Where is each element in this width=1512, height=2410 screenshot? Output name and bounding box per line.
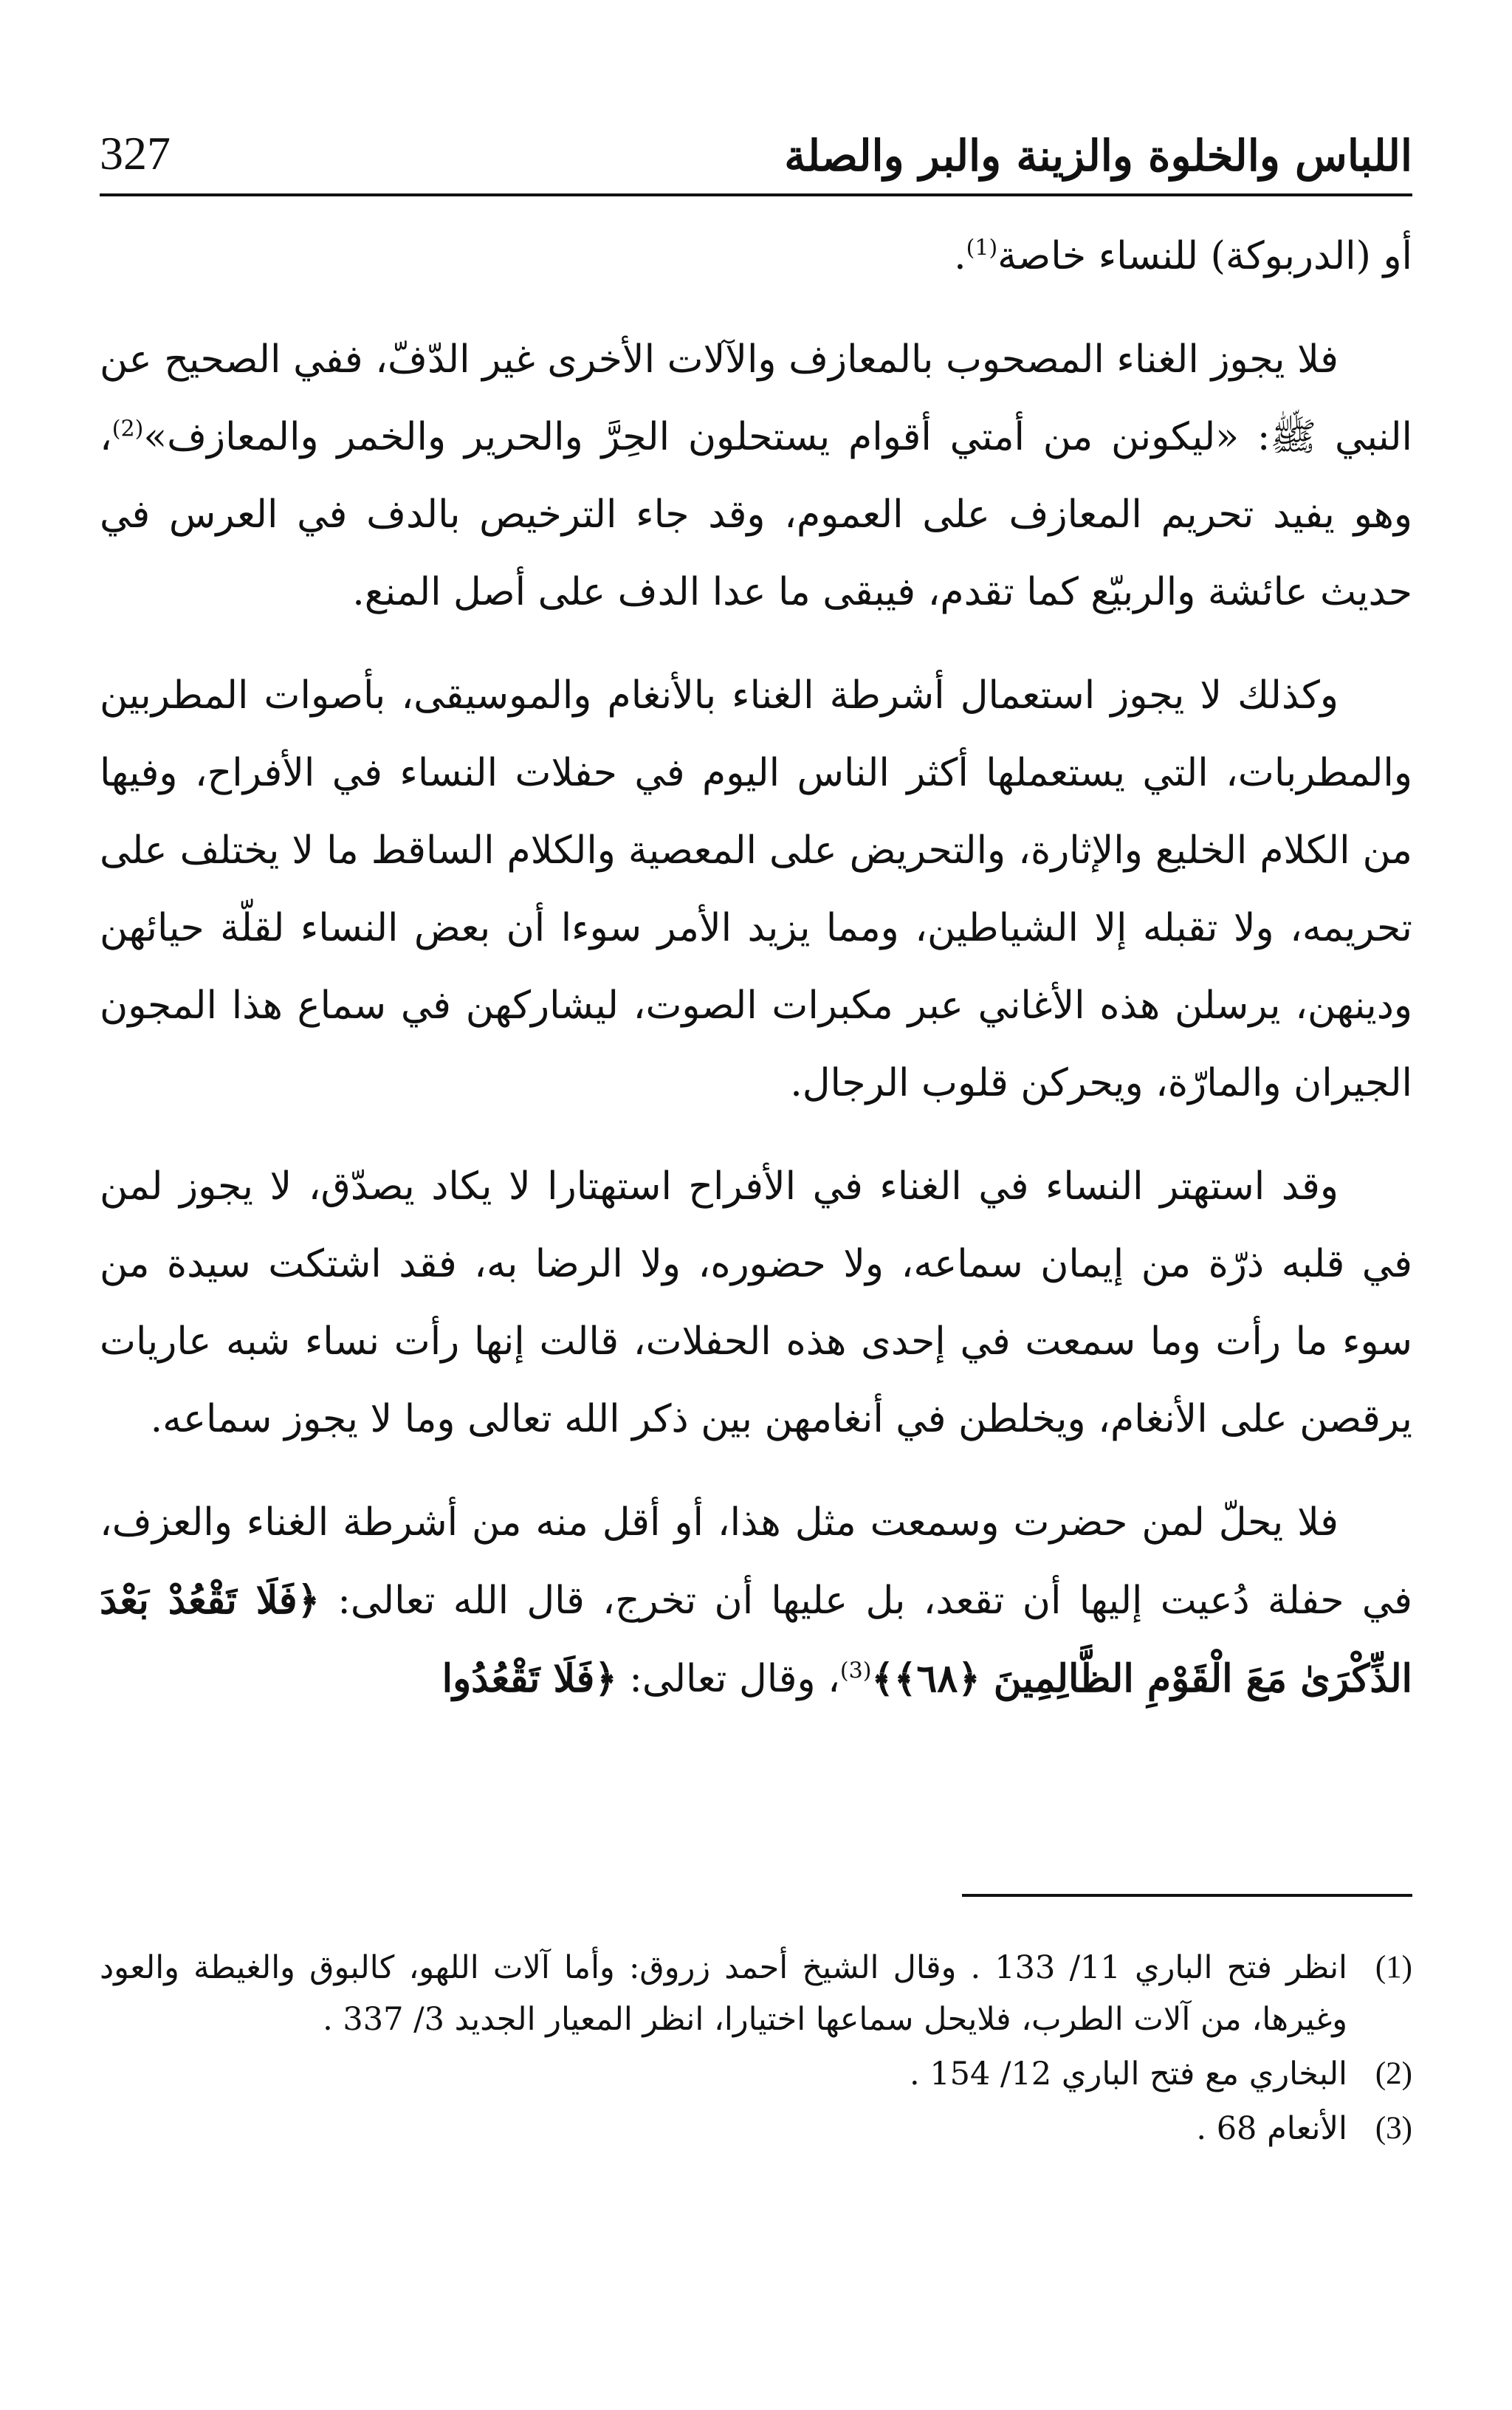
footnote-number: (3)	[1375, 2111, 1412, 2146]
footnote-text: الأنعام 68 .	[1196, 2110, 1347, 2147]
footnote-ref-3: (3)	[839, 1658, 872, 1684]
paragraph-3-text: وكذلك لا يجوز استعمال أشرطة الغناء بالأنغام والموسيقى، بأصوات المطربين والمطربات، التي يستعملها أكثر الناس اليوم في حفلات النساء في الأفراح، وفيها من الكلام الخليع والإثارة، والتحريض على المعصية والكلام الساقط ما لا يختلف على تحريمه، ولا تقبله إلا الشياطين، ومما يزيد الأمر سوءا أن بعض النساء لقلّة حيائهن ودينهن، يرسلن هذه الأغاني عبر مكبرات الصوت، ليشاركهن في سماع هذا المجون الجيران والمارّة، ويحركن قلوب الرجال.	[100, 673, 1412, 1105]
footnote-2	[100, 2048, 1412, 2100]
running-title: اللباس والخلوة والزينة والبر والصلة	[784, 131, 1412, 181]
running-header	[100, 111, 1412, 181]
paragraph-1	[100, 218, 1412, 295]
paragraph-5-text: فلا يحلّ لمن حضرت وسمعت مثل هذا، أو أقل منه من أشرطة الغناء والعزف، في حفلة دُعيت إليها أن تقعد، بل عليها أن تخرج، قال الله تعالى:	[100, 1500, 1412, 1623]
paragraph-2-tail: ، وهو يفيد تحريم المعازف على العموم، وقد جاء الترخيص بالدف في العرس في حديث عائشة والربيّع كما تقدم، فيبقى ما عدا الدف على أصل المنع.	[100, 415, 1412, 614]
footnote-number: (2)	[1375, 2056, 1412, 2091]
quran-verse-1: ﴿فَلَا تَقْعُدْ بَعْدَ الذِّكْرَىٰ مَعَ الْقَوْمِ الظَّالِمِينَ ﴿٦٨﴾﴾	[100, 1578, 1412, 1701]
footnote-text: انظر فتح الباري 11/ 133 . وقال الشيخ أحمد زروق: وأما آلات اللهو، كالبوق والغيطة والعود وغيرها، من آلات الطرب، فلايحل سماعها اختيارا، انظر المعيار الجديد 3/ 337 .	[100, 1949, 1348, 2038]
footnotes	[100, 1942, 1412, 2157]
paragraph-1-tail: .	[954, 234, 966, 278]
quran-verse-2: ﴿فَلَا تَقْعُدُوا	[441, 1656, 617, 1701]
footnote-number: (1)	[1375, 1950, 1412, 1985]
footnote-1	[100, 1942, 1412, 2045]
footnote-divider	[962, 1894, 1412, 1897]
paragraph-5-mid: ، وقال تعالى:	[629, 1657, 840, 1701]
page-number: 327	[100, 127, 171, 179]
paragraph-2-text: فلا يجوز الغناء المصحوب بالمعازف والآلات الأخرى غير الدّفّ، ففي الصحيح عن النبي ﷺ: «ليكونن من أمتي أقوام يستحلون الحِرَّ والحرير والخمر والمعازف»	[100, 337, 1412, 459]
main-text	[100, 218, 1412, 1744]
paragraph-3	[100, 657, 1412, 1122]
header-divider	[100, 193, 1412, 196]
footnote-ref-1: (1)	[966, 235, 998, 261]
paragraph-5	[100, 1484, 1412, 1718]
paragraph-2	[100, 321, 1412, 631]
paragraph-4-text: وقد استهتر النساء في الغناء في الأفراح استهتارا لا يكاد يصدّق، لا يجوز لمن في قلبه ذرّة من إيمان سماعه، ولا حضوره، ولا الرضا به، فقد اشتكت سيدة من سوء ما رأت وما سمعت في إحدى هذه الحفلات، قالت إنها رأت نساء شبه عاريات يرقصن على الأنغام، ويخلطن في أنغامهن بين ذكر الله تعالى وما لا يجوز سماعه.	[100, 1164, 1413, 1441]
paragraph-4	[100, 1148, 1412, 1458]
footnote-3	[100, 2103, 1412, 2155]
footnote-ref-2: (2)	[111, 416, 144, 442]
footnote-text: البخاري مع فتح الباري 12/ 154 .	[909, 2056, 1347, 2093]
paragraph-1-text: أو (الدربوكة) للنساء خاصة	[997, 234, 1412, 278]
